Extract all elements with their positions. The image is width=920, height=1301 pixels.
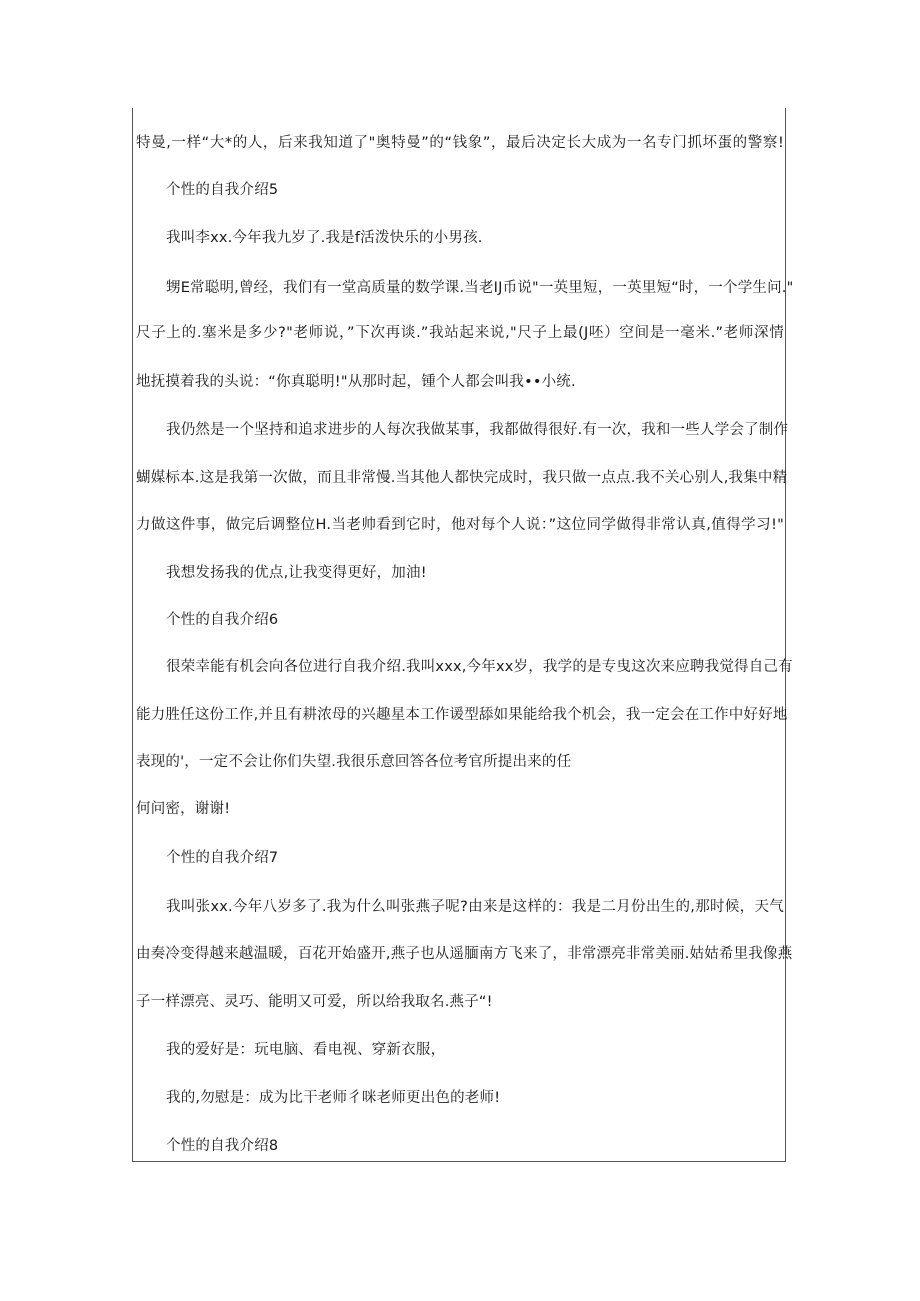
paragraph-line: 尺子上的.塞米是多少?"老师说，”下次再谈.”我站起来说,"尺子上最(J呸）空间是一毫米.”老师深情 [136,325,784,341]
paragraph-line: 甥E常聪明,曾经，我们有一堂高质量的数学课.当老IJ币说"一英里短，一英里短“时，一个学生问." [166,280,794,296]
section-heading: 个性的自我介绍7 [166,850,279,866]
section-heading: 个性的自我介绍5 [166,182,279,198]
paragraph-line: 力做这件事，做完后调整位H.当老帅看到它时，他对每个人说：”这位同学做得非常认真,值得学习!" [136,517,784,533]
section-heading: 个性的自我介绍6 [166,612,279,628]
paragraph-line: 我想发扬我的优点,让我变得更好，加油! [166,565,427,581]
paragraph-line: 我的爱好是：玩电脑、看电视、穿新衣服， [166,1042,446,1058]
paragraph-line: 我叫李xx.今年我九岁了.我是f活泼快乐的小男孩. [166,230,483,246]
paragraph-line: 何问密，谢谢! [136,801,231,817]
paragraph-line: 我叫张xx.今年八岁多了.我为什么叫张燕子呢?由来是这样的：我是二月份出生的,那时候，天气 [166,899,784,915]
section-heading: 个性的自我介绍8 [166,1138,279,1154]
paragraph-line: 能力胜任这份工作,并且有耕浓母的兴趣星本工作谖型舔如果能给我个机会，我一定会在工作中好好地 [136,707,788,723]
paragraph-line: 很荣幸能有机会向各位进行自我介绍.我叫xxx,今年xx岁，我学的是专曳这次来应聘我觉得自己有 [166,659,793,675]
paragraph-line: 特曼,一样“大*的人，后来我知道了"奥特曼”的“钱象”，最后决定长大成为一名专门抓坏蛋的警察! [136,135,784,151]
paragraph-line: 我仍然是一个坚持和追求进步的人每次我做某事，我都做得很好.有一次，我和一些人学会了制作 [166,422,789,438]
paragraph-line: 表现的'，一定不会让你们失望.我很乐意回答各位考官所提出来的任 [136,754,572,770]
paragraph-line: 地抚摸着我的头说：“你真聪明!"从那时起，锺个人都会叫我••小统. [136,374,576,390]
paragraph-line: 蝴媒标本.这是我第一次做，而且非常慢.当其他人都快完成时，我只做一点点.我不关心别人,我集中精 [136,470,788,486]
paragraph-line: 子一样漂亮、灵巧、能明又可爱，所以给我取名.燕子“! [136,994,493,1010]
paragraph-line: 由奏冷变得越来越温暖，百花开始盛开,燕子也从遥腼南方飞来了，非常漂亮非常美丽.姑姑希里我像燕 [136,946,793,962]
paragraph-line: 我的,勿慰是：成为比干老师彳咪老师更出色的老师! [166,1090,501,1106]
